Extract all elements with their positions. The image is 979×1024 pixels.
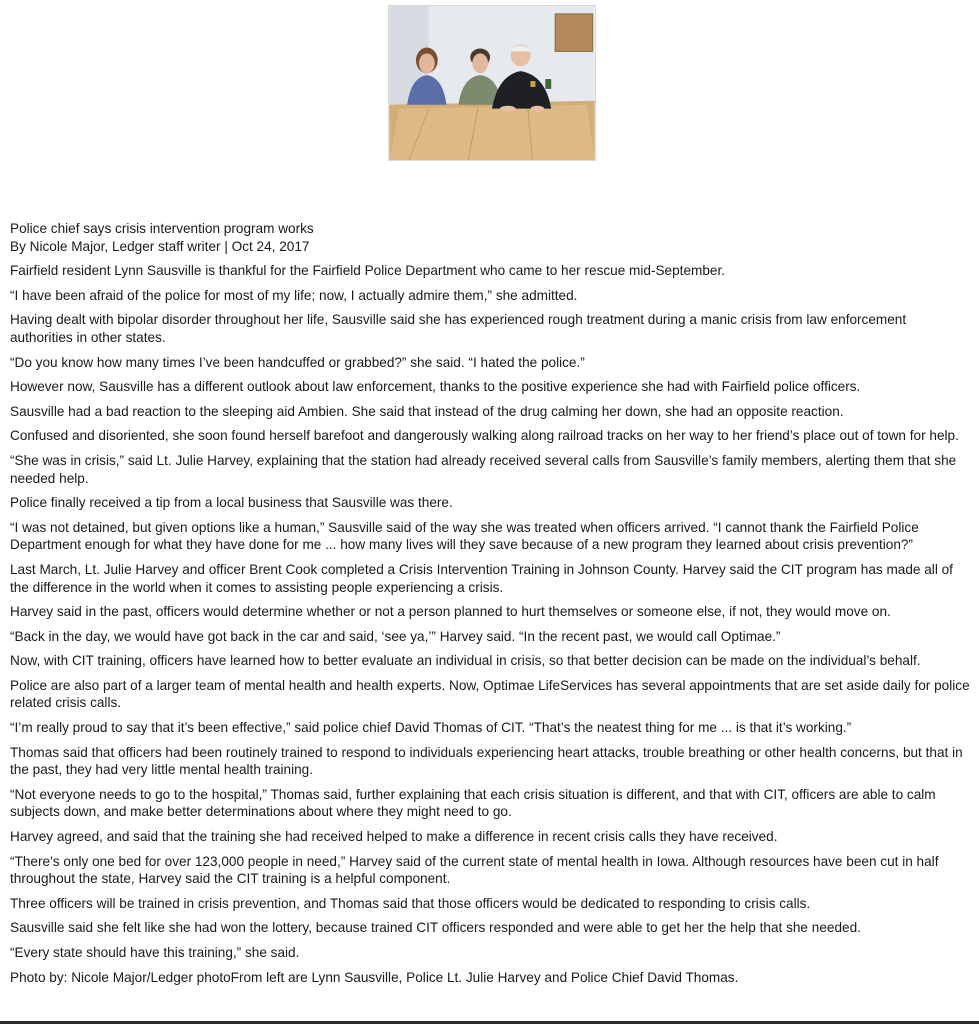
- paragraph: “There’s only one bed for over 123,000 people in need,” Harvey said of the current state of mental health in Iowa. Although resources have been cut in half throughout the state, Harvey said the CIT training is a helpful component.: [10, 853, 939, 887]
- paragraph: “Every state should have this training,” she said.: [10, 945, 300, 960]
- paragraph: Now, with CIT training, officers have learned how to better evaluate an individual in crisis, so that better decision can be made on the individual’s behalf.: [10, 653, 921, 669]
- paragraph: “I have been afraid of the police for most of my life; now, I actually admire them,” she admitted.: [10, 287, 578, 303]
- paragraph: “Not everyone needs to go to the hospital,” Thomas said, further explaining that each crisis situation is different, and that with CIT, officers are able to calm subjects down, and make better determinations about where they might need to go.: [10, 786, 936, 820]
- paragraph: Police are also part of a larger team of mental health and health experts. Now, Optimae LifeServices has several appointments that are set aside daily for police related crisis calls.: [10, 677, 970, 711]
- paragraph: “I’m really proud to say that it’s been effective,” said police chief David Thomas of CIT. “That’s the neatest thing for me ... is that it’s working.”: [10, 720, 852, 736]
- paragraph: Confused and disoriented, she soon found herself barefoot and dangerously walking along railroad tracks on her way to her friend’s place out of town for help.: [10, 428, 959, 444]
- paragraph: Three officers will be trained in crisis prevention, and Thomas said that those officers would be dedicated to responding to crisis calls.: [10, 895, 811, 911]
- paragraph: Fairfield resident Lynn Sausville is thankful for the Fairfield Police Department who came to her rescue mid-September.: [10, 263, 726, 279]
- paragraph: Last March, Lt. Julie Harvey and officer Brent Cook completed a Crisis Intervention Training in Johnson County. Harvey said the CIT program has made all of the difference in the world when it comes to assisting people experiencing a crisis.: [10, 561, 953, 595]
- paragraph: “Do you know how many times I’ve been handcuffed or grabbed?” she said. “I hated the police.”: [10, 354, 585, 370]
- paragraph: Sausville had a bad reaction to the sleeping aid Ambien. She said that instead of the drug calming her down, she had an opposite reaction.: [10, 403, 844, 419]
- photo-image: [389, 6, 595, 160]
- article: [10, 220, 972, 993]
- article-headline: Police chief says crisis intervention program works: [10, 221, 314, 236]
- paragraph: Harvey agreed, and said that the training she had received helped to make a difference in recent crisis calls they have received.: [10, 829, 778, 845]
- paragraph: Harvey said in the past, officers would determine whether or not a person planned to hurt themselves or someone else, if not, they would move on.: [10, 604, 891, 620]
- paragraph: Sausville said she felt like she had won the lottery, because trained CIT officers responded and were able to get her the help that she needed.: [10, 920, 861, 936]
- photo-caption: Photo by: Nicole Major/Ledger photoFrom left are Lynn Sausville, Police Lt. Julie Harvey and Police Chief David Thomas.: [10, 969, 739, 985]
- paragraph: “She was in crisis,” said Lt. Julie Harvey, explaining that the station had already received several calls from Sausville’s family members, alerting them that she needed help.: [10, 452, 957, 486]
- paragraph: However now, Sausville has a different outlook about law enforcement, thanks to the positive experience she had with Fairfield police officers.: [10, 379, 861, 395]
- paragraph: “Back in the day, we would have got back in the car and said, ‘see ya,’” Harvey said. “In the recent past, we would call Optimae.”: [10, 628, 781, 644]
- paragraph: “I was not detained, but given options like a human,” Sausville said of the way she was treated when officers arrived. “I cannot thank the Fairfield Police Department enough for what they have done for me ... how many lives will they save because of a new program they learned about crisis prevention?”: [10, 519, 919, 553]
- paragraph: Thomas said that officers had been routinely trained to respond to individuals experiencing heart attacks, trouble breathing or other health concerns, but that in the past, they had very little mental health training.: [10, 744, 963, 778]
- paragraph: Having dealt with bipolar disorder throughout her life, Sausville said she has experienced rough treatment during a manic crisis from law enforcement authorities in other states.: [10, 312, 907, 345]
- article-byline: By Nicole Major, Ledger staff writer | Oct 24, 2017: [10, 238, 310, 254]
- article-photo: [388, 5, 596, 161]
- paragraph: Police finally received a tip from a local business that Sausville was there.: [10, 495, 453, 511]
